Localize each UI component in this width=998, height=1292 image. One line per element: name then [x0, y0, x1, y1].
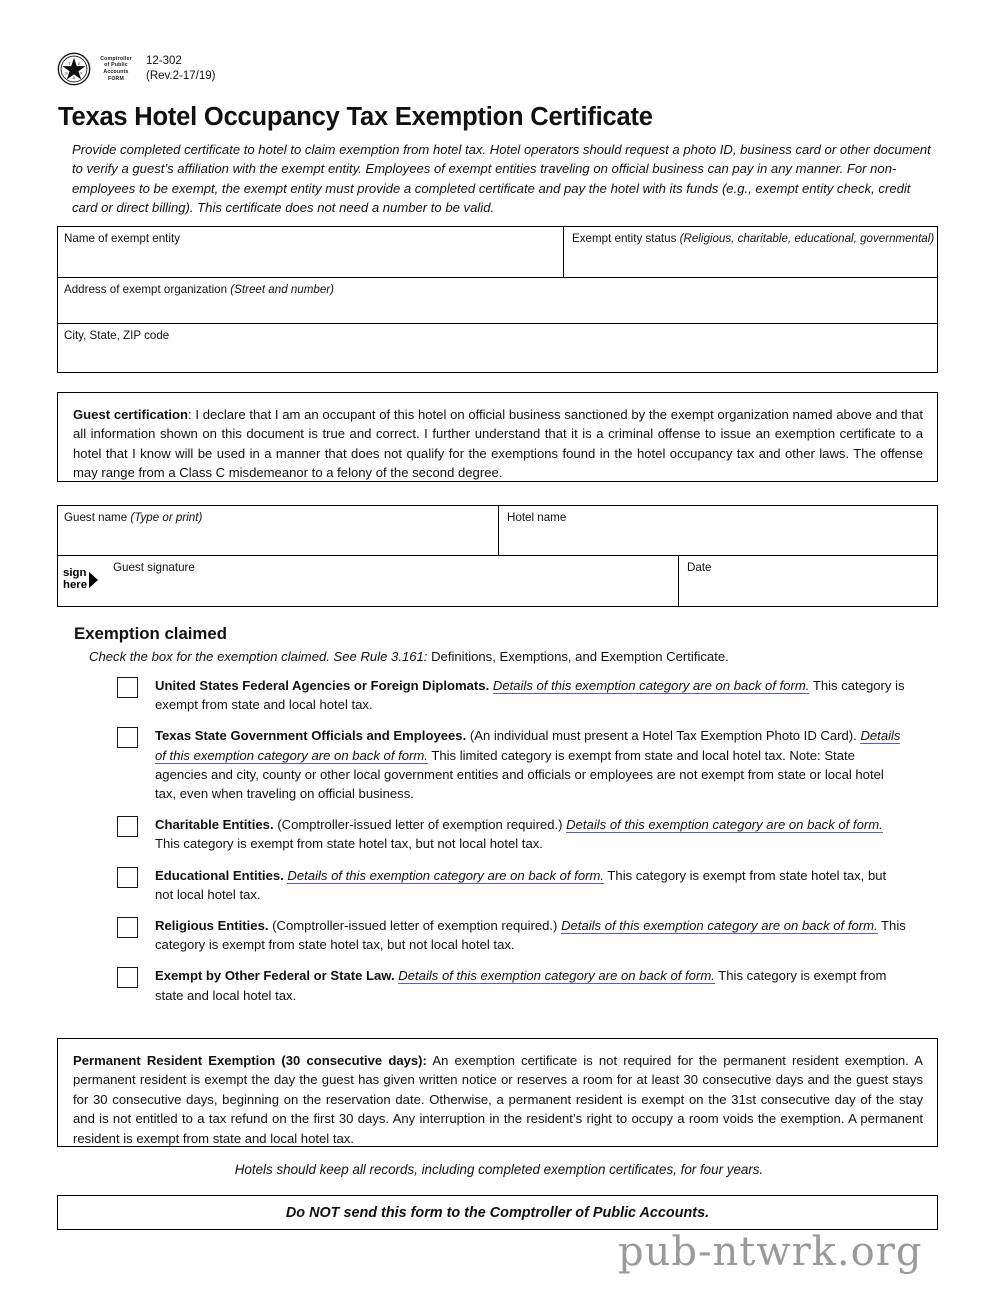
svg-text:X: X — [80, 71, 83, 76]
exemption-option-2[interactable] — [117, 726, 907, 803]
address-row — [57, 277, 938, 324]
agency-line-3: Accounts — [103, 69, 129, 75]
page-title: Texas Hotel Occupancy Tax Exemption Certificate — [58, 103, 653, 131]
exemption-claimed-subtitle — [89, 648, 729, 666]
svg-text:E: E — [78, 61, 81, 66]
exemption-option-5[interactable] — [117, 916, 907, 954]
city-state-zip-row — [57, 323, 938, 373]
keep-records-note: Hotels should keep all records, including completed exemption certificates, for four years. — [234, 1162, 764, 1177]
intro-paragraph: Provide completed certificate to hotel to claim exemption from hotel tax. Hotel operators should request a photo ID, business card or other document to verify a guest’s affiliation with the exempt entity. Employees of exempt entities traveling on official business can pay in any manner. For non-employees to be exempt, the exempt entity must provide a completed certificate and pay the hotel with its funds (e.g., exempt entity check, credit card or direct billing). This certificate does not need a number to be valid. — [72, 142, 931, 216]
svg-text:T: T — [68, 61, 71, 66]
exemption-checkbox-5[interactable] — [117, 917, 138, 938]
sign-here-line-2: here — [63, 578, 88, 591]
exemption-option-title-4: Educational Entities. — [155, 867, 284, 883]
exemption-checkbox-6[interactable] — [117, 967, 138, 988]
exemption-checkbox-3[interactable] — [117, 816, 138, 837]
hotel-name-label: Hotel name — [507, 511, 567, 524]
exemption-details-link-4[interactable]: Details of this exemption category are on back of form. — [287, 867, 605, 883]
exemption-checkbox-4[interactable] — [117, 867, 138, 888]
sign-here-arrow-icon — [89, 572, 98, 588]
sign-here-line-1: sign — [63, 567, 87, 579]
status-label-hint: (Religious, charitable, educational, governmental) — [679, 232, 935, 245]
exemption-option-text-4 — [155, 866, 907, 904]
guest-certification-box — [57, 392, 938, 482]
exemption-option-title-6: Exempt by Other Federal or State Law. — [155, 968, 395, 984]
address-label-hint: (Street and number) — [230, 283, 335, 296]
exemption-option-prefix-2: (An individual must present a Hotel Tax Exemption Photo ID Card). — [466, 728, 857, 744]
exemption-option-4[interactable] — [117, 866, 907, 904]
exemption-option-body-1: This category is exempt from state and local hotel tax. — [155, 678, 905, 713]
exemption-option-body-5: This category is exempt from state hotel tax, but not local hotel tax. — [155, 918, 906, 953]
permanent-resident-body: An exemption certificate is not required for the permanent resident exemption. A permanent resident is exempt the day the guest has given written notice or reserves a room for at least 30 consecutive days and the guest stays for 30 consecutive days, beginning on the reservation date. Otherwise, a permanent resident is exempt on the 31st consecutive day of the stay and is not entitled to a tax refund on the first 30 days. Any interruption in the resident’s right to occupy a room voids the exemption. A permanent resident is exempt from state and local hotel tax. — [73, 1053, 923, 1146]
exemption-option-3[interactable] — [117, 815, 907, 853]
exemption-option-body-3: This category is exempt from state hotel tax, but not local hotel tax. — [155, 836, 543, 852]
do-not-send-box — [57, 1195, 938, 1230]
exemption-option-title-5: Religious Entities. — [155, 918, 269, 934]
form-revision: (Rev.2-17/19) — [146, 70, 216, 82]
exemption-subtitle-rest: Definitions, Exemptions, and Exemption Certificate. — [427, 649, 729, 664]
date-label: Date — [687, 561, 712, 574]
agency-name-block — [98, 56, 134, 82]
exempt-entity-row — [57, 226, 938, 278]
guest-certification-text — [58, 393, 937, 483]
agency-line-2: of Public — [104, 62, 128, 69]
sign-here-marker — [63, 568, 98, 591]
exemption-details-link-1[interactable]: Details of this exemption category are on back of form. — [492, 678, 810, 693]
exemption-option-prefix-5: (Comptroller-issued letter of exemption required.) — [268, 918, 558, 934]
exemption-options-list — [117, 676, 907, 1017]
form-header — [57, 52, 215, 86]
exemption-option-6[interactable] — [117, 966, 907, 1004]
guest-signature-label: Guest signature — [113, 561, 195, 574]
do-not-send-text: Do NOT send this form to the Comptroller of Public Accounts. — [285, 1204, 710, 1221]
agency-line-4: FORM — [107, 75, 125, 82]
exemption-option-body-6: This category is exempt from state and local hotel tax. — [155, 968, 887, 1003]
form-number: 12-302 — [146, 55, 182, 67]
address-label-text: Address of exempt organization — [64, 283, 231, 296]
exemption-option-prefix-3: (Comptroller-issued letter of exemption required.) — [273, 817, 563, 833]
exemption-option-text-6 — [155, 966, 907, 1004]
texas-comptroller-seal-icon — [57, 52, 91, 86]
exemption-option-text-3 — [155, 815, 907, 853]
exemption-option-title-1: United States Federal Agencies or Foreign Diplomats. — [155, 678, 490, 693]
exemption-option-title-3: Charitable Entities. — [155, 817, 274, 833]
exemption-option-text-2 — [155, 726, 907, 803]
svg-text:S: S — [65, 71, 68, 76]
form-number-block — [146, 54, 215, 84]
permanent-resident-exemption-box — [57, 1038, 938, 1147]
guest-hotel-name-row — [57, 505, 938, 556]
address-label — [58, 278, 937, 297]
exemption-option-text-5 — [155, 916, 907, 954]
guest-name-label-hint: (Type or print) — [130, 511, 203, 524]
exempt-entity-status-label — [563, 227, 934, 246]
exemption-details-link-3[interactable]: Details of this exemption category are on back of form. — [566, 817, 883, 833]
exemption-checkbox-1[interactable] — [117, 677, 138, 698]
permanent-resident-heading: Permanent Resident Exemption (30 consecutive days): — [73, 1053, 427, 1068]
exemption-option-title-2: Texas State Government Officials and Employees. — [155, 728, 467, 744]
city-state-zip-label: City, State, ZIP code — [64, 329, 170, 342]
permanent-resident-text — [58, 1039, 937, 1148]
signature-date-row — [57, 555, 938, 607]
exemption-option-body-4: This category is exempt from state hotel tax, but not local hotel tax. — [155, 867, 887, 902]
exemption-subtitle-italic: Check the box for the exemption claimed. See Rule 3.161: — [89, 649, 428, 664]
svg-text:A: A — [72, 76, 76, 81]
agency-line-1: Comptroller — [100, 55, 132, 62]
exemption-claimed-heading: Exemption claimed — [74, 624, 227, 643]
exemption-option-text-1 — [155, 676, 907, 714]
site-watermark: pub-ntwrk.org — [618, 1229, 923, 1275]
exemption-details-link-5[interactable]: Details of this exemption category are on back of form. — [561, 918, 878, 934]
exemption-details-link-2[interactable]: Details of this exemption category are on back of form. — [155, 728, 901, 763]
exemption-option-body-2: This limited category is exempt from state and local hotel tax. Note: State agencies and city, county or other local government entities and officials or employees are not exempt from state or local hotel tax, even when traveling on official business. — [155, 747, 884, 802]
guest-certification-heading: Guest certification — [73, 407, 189, 422]
guest-certification-body: : I declare that I am an occupant of this hotel on official business sanctioned by the exempt organization named above and that all information shown on this document is true and correct. I further understand that it is a criminal offense to issue an exemption certificate to a hotel that I know will be used in a manner that does not qualify for the exemptions found in the hotel occupancy tax and other laws. The offense may range from a Class C misdemeanor to a felony of the second degree. — [73, 407, 923, 481]
guest-name-label-text: Guest name — [64, 511, 131, 524]
status-label-text: Exempt entity status — [572, 232, 680, 245]
exemption-checkbox-2[interactable] — [117, 727, 138, 748]
exemption-details-link-6[interactable]: Details of this exemption category are on back of form. — [398, 968, 715, 984]
name-of-exempt-entity-label: Name of exempt entity — [64, 232, 180, 245]
exemption-option-1[interactable] — [117, 676, 907, 714]
